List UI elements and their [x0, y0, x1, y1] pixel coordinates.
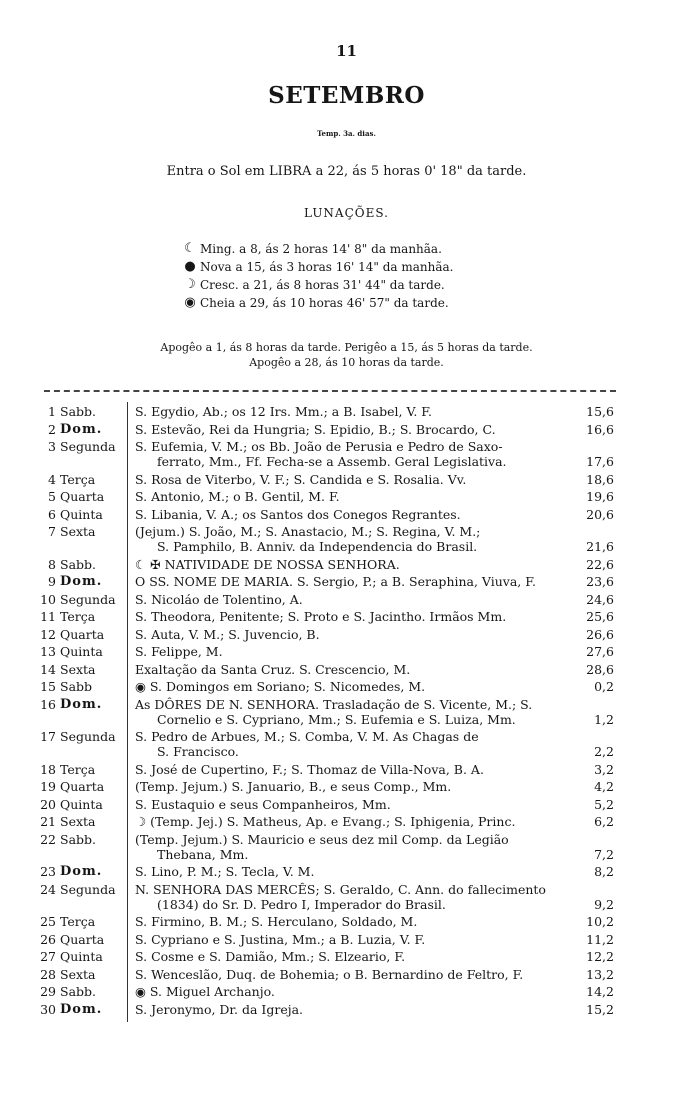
saints-line: S. Theodora, Penitente; S. Proto e S. Jacintho. Irmãos Mm. [135, 609, 507, 624]
saints-line: S. Cosme e S. Damião, Mm.; S. Elzeario, F. [135, 949, 406, 964]
moon-crescent-icon: ☽ [184, 277, 196, 292]
lunar-phase-row [180, 294, 510, 312]
moon-age-value: 24,6 [586, 591, 614, 607]
moon-age-value: 8,2 [594, 864, 614, 879]
day-number: 19 [40, 779, 56, 794]
weekday: Dom. [60, 574, 103, 589]
moon-age-value: 14,2 [586, 984, 614, 999]
weekday: Quarta [60, 489, 105, 504]
day-number: 21 [40, 814, 56, 829]
saints-line: S. Pedro de Arbues, M.; S. Comba, V. M. As Chagas de [135, 729, 479, 744]
day-number: 9 [48, 574, 56, 589]
saints-line: (Temp. Jejum.) S. Januario, B., e seus Comp., Mm. [135, 779, 452, 794]
moon-waning-icon: ☾ [184, 241, 196, 256]
lunar-phase-row [180, 240, 510, 258]
weekday: Sexta [60, 814, 96, 829]
moon-age-value: 16,6 [586, 421, 614, 437]
day-number: 17 [40, 729, 56, 744]
weekday: Terça [60, 471, 96, 487]
saints-line: S. Wenceslão, Duq. de Bohemia; o B. Bernardino de Feltro, F. [135, 966, 524, 982]
saints-text [135, 864, 565, 879]
moon-age-value: 21,6 [586, 539, 614, 554]
saints-line: O SS. NOME DE MARIA. S. Sergio, P.; a B. Seraphina, Viuva, F. [135, 574, 536, 589]
saints-line: S. Nicoláo de Tolentino, A. [135, 591, 303, 607]
day-number: 28 [40, 966, 56, 982]
weekday: Segunda [60, 881, 116, 897]
weekday: Sexta [60, 524, 96, 539]
day-number: 10 [40, 591, 56, 607]
saints-line: N. SENHORA DAS MERCÊS; S. Geraldo, C. Ann. do fallecimento [135, 881, 546, 897]
saints-text [135, 574, 565, 589]
saints-line: S. Egydio, Ab.; os 12 Irs. Mm.; a B. Isabel, V. F. [135, 404, 432, 419]
lunar-phases-title: LUNAÇÕES. [304, 206, 389, 220]
saints-text [135, 489, 565, 504]
saints-text [135, 609, 565, 624]
saints-line: S. Lino, P. M.; S. Tecla, V. M. [135, 864, 315, 879]
day-number: 25 [40, 914, 56, 929]
saints-line: S. Eustaquio e seus Companheiros, Mm. [135, 796, 391, 812]
day-number: 14 [40, 661, 56, 677]
day-number: 23 [40, 864, 56, 879]
saints-text [135, 627, 565, 642]
saints-line: ferrato, Mm., Ff. Fecha-se a Assemb. Geral Legislativa. [157, 454, 507, 469]
moon-age-value: 27,6 [586, 644, 614, 659]
day-number: 7 [48, 524, 56, 539]
moon-full-icon: ◉ [184, 295, 196, 310]
weekday: Quarta [60, 931, 105, 947]
saints-line: ◉ S. Miguel Archanjo. [135, 984, 275, 999]
moon-age-value: 17,6 [586, 454, 614, 469]
day-number: 15 [40, 679, 56, 694]
weekday: Terça [60, 761, 96, 777]
moon-age-value: 12,2 [586, 949, 614, 964]
lunar-phase-row [180, 258, 510, 276]
saints-line: S. José de Cupertino, F.; S. Thomaz de Villa-Nova, B. A. [135, 761, 484, 777]
day-number: 30 [40, 1001, 56, 1017]
page-title: SETEMBRO [268, 82, 425, 109]
weekday: Segunda [60, 591, 116, 607]
moon-age-value: 9,2 [594, 896, 614, 912]
saints-text [135, 914, 565, 929]
moon-age-value: 2,2 [594, 744, 614, 759]
weekday: Sabb [60, 679, 93, 694]
moon-age-value: 20,6 [586, 506, 614, 522]
moon-age-value: 1,2 [594, 711, 614, 727]
weekday: Quarta [60, 779, 105, 794]
tempo-note: Temp. 3a. dias. [317, 129, 376, 138]
moon-age-value: 23,6 [586, 574, 614, 589]
saints-text [135, 557, 565, 572]
weekday: Dom. [60, 696, 103, 712]
day-number: 2 [48, 421, 56, 437]
saints-text [135, 832, 565, 862]
saints-text [135, 729, 565, 759]
moon-age-value: 18,6 [586, 471, 614, 487]
moon-age-value: 28,6 [586, 661, 614, 677]
saints-line: S. Rosa de Viterbo, V. F.; S. Candida e S. Rosalia. Vv. [135, 471, 467, 487]
day-number: 3 [48, 439, 56, 454]
saints-line: (Jejum.) S. João, M.; S. Anastacio, M.; S. Regina, V. M.; [135, 524, 481, 539]
weekday: Quinta [60, 644, 103, 659]
saints-text [135, 439, 565, 469]
saints-text [135, 524, 565, 554]
weekday: Terça [60, 914, 96, 929]
weekday: Sabb. [60, 984, 96, 999]
saints-text [135, 404, 565, 419]
moon-age-value: 7,2 [594, 846, 614, 862]
lunar-phases-list [180, 240, 510, 312]
saints-text [135, 932, 565, 947]
day-number: 6 [48, 506, 56, 522]
day-number: 13 [40, 644, 56, 659]
sun-entry-line: Entra o Sol em LIBRA a 22, ás 5 horas 0' 18" da tarde. [166, 164, 527, 179]
saints-text [135, 882, 565, 912]
moon-age-value: 22,6 [586, 556, 614, 572]
saints-line: ☽ (Temp. Jej.) S. Matheus, Ap. e Evang.; S. Iphigenia, Princ. [135, 814, 516, 829]
saints-text [135, 984, 565, 999]
weekday: Quinta [60, 796, 103, 812]
weekday: Sexta [60, 661, 96, 677]
lunar-phase-row [180, 276, 510, 294]
saints-line: S. Felippe, M. [135, 644, 223, 659]
saints-text [135, 662, 565, 677]
saints-line: Exaltação da Santa Cruz. S. Crescencio, M. [135, 661, 411, 677]
weekday: Quarta [60, 626, 105, 642]
moon-age-value: 25,6 [586, 609, 614, 624]
day-number: 27 [40, 949, 56, 964]
weekday: Sabb. [60, 404, 96, 419]
saints-line: S. Jeronymo, Dr. da Igreja. [135, 1001, 304, 1017]
saints-line: S. Pamphilo, B. Anniv. da Independencia do Brasil. [157, 539, 478, 554]
day-number: 1 [48, 404, 56, 419]
saints-line: S. Auta, V. M.; S. Juvencio, B. [135, 626, 320, 642]
saints-line: S. Libania, V. A.; os Santos dos Conegos Regrantes. [135, 506, 461, 522]
page-number: 11 [336, 42, 357, 60]
moon-age-value: 6,2 [594, 814, 614, 829]
saints-line: (1834) do Sr. D. Pedro I, Imperador do Brasil. [157, 896, 446, 912]
moon-age-value: 11,2 [586, 931, 614, 947]
apogee-line: Apogêo a 28, ás 10 horas da tarde. [249, 356, 444, 369]
saints-line: S. Francisco. [157, 744, 239, 759]
column-divider [127, 402, 128, 1022]
day-number: 5 [48, 489, 56, 504]
weekday: Dom. [60, 864, 103, 879]
lunar-phase-text: Ming. a 8, ás 2 horas 14' 8" da manhãa. [200, 242, 442, 256]
saints-text [135, 967, 565, 982]
day-number: 11 [40, 609, 56, 624]
day-number: 8 [48, 556, 56, 572]
moon-age-value: 5,2 [594, 796, 614, 812]
weekday: Sabb. [60, 831, 96, 847]
weekday: Dom. [60, 1001, 103, 1017]
weekday: Quinta [60, 949, 103, 964]
moon-age-value: 0,2 [594, 679, 614, 694]
section-divider [44, 390, 616, 392]
moon-age-value: 19,6 [586, 489, 614, 504]
saints-line: (Temp. Jejum.) S. Mauricio e seus dez mil Comp. da Legião [135, 831, 509, 847]
saints-line: S. Firmino, B. M.; S. Herculano, Soldado, M. [135, 914, 418, 929]
saints-text [135, 679, 565, 694]
moon-age-value: 26,6 [586, 626, 614, 642]
day-number: 4 [48, 471, 56, 487]
moon-new-icon: ● [184, 259, 196, 274]
saints-line: As DÔRES DE N. SENHORA. Trasladação de S. Vicente, M.; S. [135, 696, 533, 712]
saints-text [135, 814, 565, 829]
day-number: 22 [40, 831, 56, 847]
day-number: 26 [40, 931, 56, 947]
moon-age-value: 13,2 [586, 966, 614, 982]
saints-line: Thebana, Mm. [157, 846, 249, 862]
day-number: 20 [40, 796, 56, 812]
lunar-phase-text: Cresc. a 21, ás 8 horas 31' 44" da tarde. [200, 278, 445, 292]
saints-line: Cornelio e S. Cypriano, Mm.; S. Eufemia e S. Luiza, Mm. [157, 711, 516, 727]
apogee-perigee-line: Apogêo a 1, ás 8 horas da tarde. Perigêo a 15, ás 5 horas da tarde. [160, 341, 533, 354]
saints-text [135, 797, 565, 812]
saints-line: S. Cypriano e S. Justina, Mm.; a B. Luzia, V. F. [135, 931, 426, 947]
weekday: Terça [60, 609, 96, 624]
saints-line: S. Antonio, M.; o B. Gentil, M. F. [135, 489, 340, 504]
moon-age-value: 3,2 [594, 761, 614, 777]
saints-text [135, 762, 565, 777]
lunar-phase-text: Nova a 15, ás 3 horas 16' 14" da manhãa. [200, 260, 454, 274]
saints-text [135, 1002, 565, 1017]
saints-line: ◉ S. Domingos em Soriano; S. Nicomedes, M. [135, 679, 426, 694]
saints-text [135, 592, 565, 607]
saints-line: ☾ ✠ NATIVIDADE DE NOSSA SENHORA. [135, 556, 400, 572]
moon-age-value: 4,2 [594, 779, 614, 794]
saints-text [135, 779, 565, 794]
saints-line: S. Eufemia, V. M.; os Bb. João de Perusia e Pedro de Saxo- [135, 439, 503, 454]
weekday: Sabb. [60, 556, 96, 572]
day-number: 16 [40, 696, 56, 712]
moon-age-value: 15,2 [586, 1001, 614, 1017]
saints-text [135, 949, 565, 964]
weekday: Segunda [60, 439, 116, 454]
day-number: 29 [40, 984, 56, 999]
saints-text [135, 472, 565, 487]
day-number: 18 [40, 761, 56, 777]
saints-text [135, 422, 565, 437]
weekday: Segunda [60, 729, 116, 744]
saints-line: S. Estevão, Rei da Hungria; S. Epidio, B.; S. Brocardo, C. [135, 421, 496, 437]
day-number: 24 [40, 881, 56, 897]
weekday: Dom. [60, 421, 103, 437]
saints-text [135, 697, 565, 727]
weekday: Quinta [60, 506, 103, 522]
lunar-phase-text: Cheia a 29, ás 10 horas 46' 57" da tarde. [200, 296, 449, 310]
moon-age-value: 15,6 [586, 404, 614, 419]
moon-age-value: 10,2 [586, 914, 614, 929]
day-number: 12 [40, 626, 56, 642]
weekday: Sexta [60, 966, 96, 982]
saints-text [135, 644, 565, 659]
saints-text [135, 507, 565, 522]
